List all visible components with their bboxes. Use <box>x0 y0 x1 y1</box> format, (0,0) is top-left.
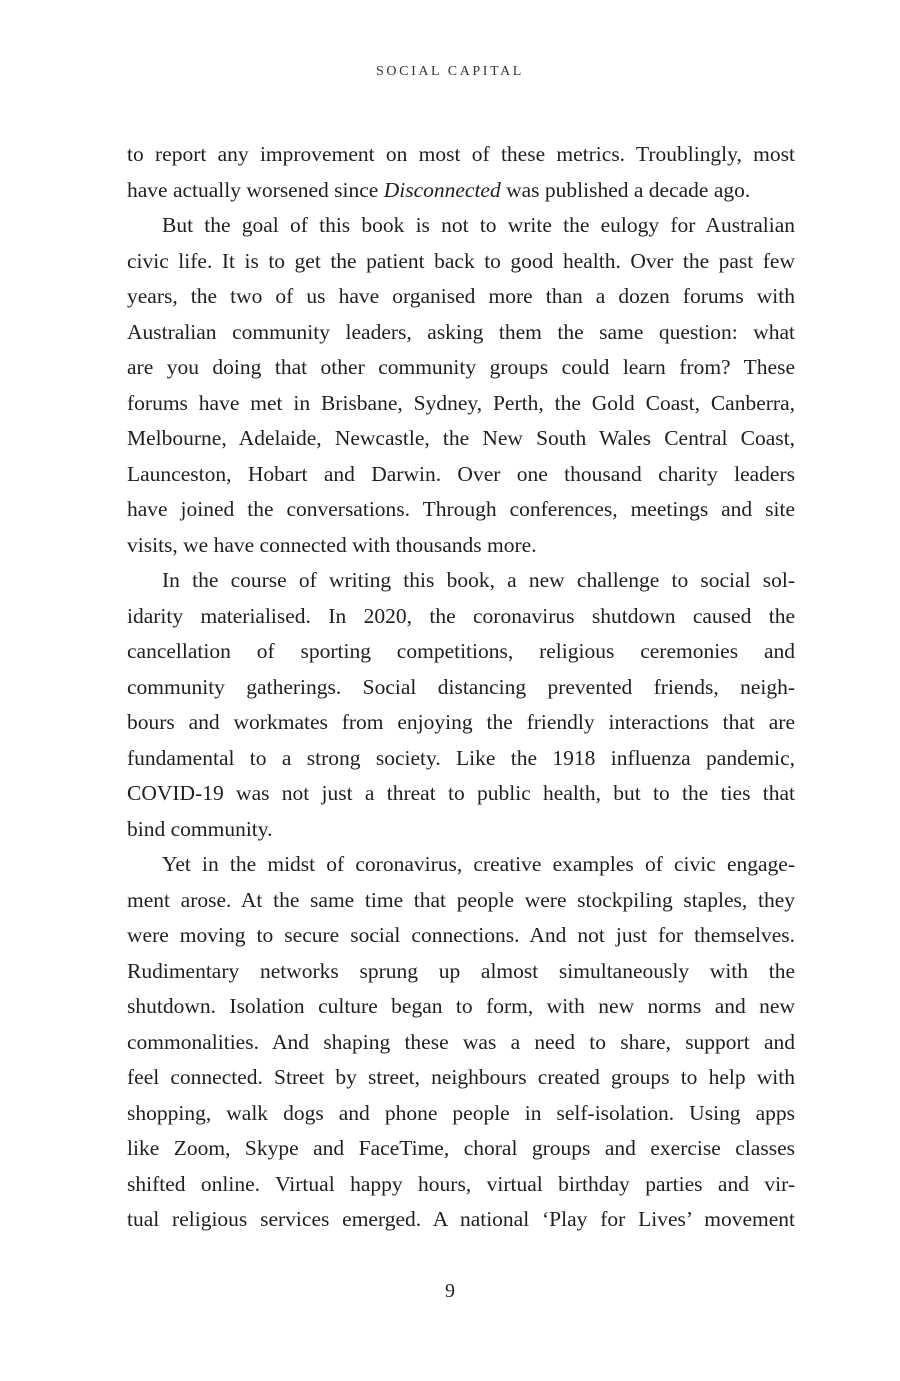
text-line: shutdown. Isolation culture began to form, with new norms and new <box>127 994 795 1018</box>
page-number: 9 <box>445 1280 455 1302</box>
text-line: In the course of writing this book, a new challenge to social sol- <box>162 568 795 592</box>
text-line: Australian community leaders, asking them the same question: what <box>127 319 795 344</box>
text-line: shifted online. Virtual happy hours, virtual birthday parties and vir- <box>127 1171 795 1196</box>
text-line: shopping, walk dogs and phone people in self-isolation. Using apps <box>127 1100 795 1125</box>
text-line: community gatherings. Social distancing prevented friends, neigh- <box>127 674 795 699</box>
body-text <box>127 137 795 1238</box>
text-line: tual religious services emerged. A national ‘Play for Lives’ movement <box>127 1207 795 1231</box>
text-line: bind community. <box>127 816 273 841</box>
paragraph <box>127 847 795 1238</box>
text-line: were moving to secure social connections. And not just for themselves. <box>127 923 795 947</box>
text-line: Melbourne, Adelaide, Newcastle, the New South Wales Central Coast, <box>127 426 795 450</box>
text-line: bours and workmates from enjoying the friendly interactions that are <box>127 710 795 734</box>
text-line: Launceston, Hobart and Darwin. Over one thousand charity leaders <box>127 461 795 486</box>
text-line: Rudimentary networks sprung up almost simultaneously with the <box>127 958 795 983</box>
text-line: like Zoom, Skype and FaceTime, choral groups and exercise classes <box>127 1136 795 1160</box>
text-line: feel connected. Street by street, neighbours created groups to help with <box>127 1065 795 1089</box>
text-line: But the goal of this book is not to write the eulogy for Australian <box>162 213 795 237</box>
book-title-italic: Disconnected <box>383 177 501 202</box>
text-segment: was published a decade ago. <box>500 177 751 202</box>
text-segment: have actually worsened since <box>127 177 384 202</box>
paragraph <box>127 137 795 208</box>
text-line <box>127 173 795 209</box>
text-line: COVID-19 was not just a threat to public health, but to the ties that <box>127 781 795 805</box>
text-line: commonalities. And shaping these was a need to share, support and <box>127 1029 795 1054</box>
text-line: civic life. It is to get the patient back to good health. Over the past few <box>127 248 795 273</box>
text-line: to report any improvement on most of these metrics. Troublingly, most <box>127 142 795 166</box>
text-line: cancellation of sporting competitions, religious ceremonies and <box>127 639 795 663</box>
text-line: visits, we have connected with thousands more. <box>127 532 537 557</box>
paragraph <box>127 563 795 847</box>
running-head: SOCIAL CAPITAL <box>376 64 524 79</box>
text-line: idarity materialised. In 2020, the coronavirus shutdown caused the <box>127 603 795 628</box>
paragraph <box>127 208 795 563</box>
text-line: forums have met in Brisbane, Sydney, Perth, the Gold Coast, Canberra, <box>127 390 795 415</box>
text-line: have joined the conversations. Through conferences, meetings and site <box>127 497 795 521</box>
text-line: Yet in the midst of coronavirus, creative examples of civic engage- <box>162 852 795 876</box>
text-line: years, the two of us have organised more than a dozen forums with <box>127 284 795 308</box>
text-line: fundamental to a strong society. Like the 1918 influenza pandemic, <box>127 745 795 770</box>
text-line: are you doing that other community groups could learn from? These <box>127 355 795 379</box>
text-line: ment arose. At the same time that people were stockpiling staples, they <box>127 887 795 912</box>
